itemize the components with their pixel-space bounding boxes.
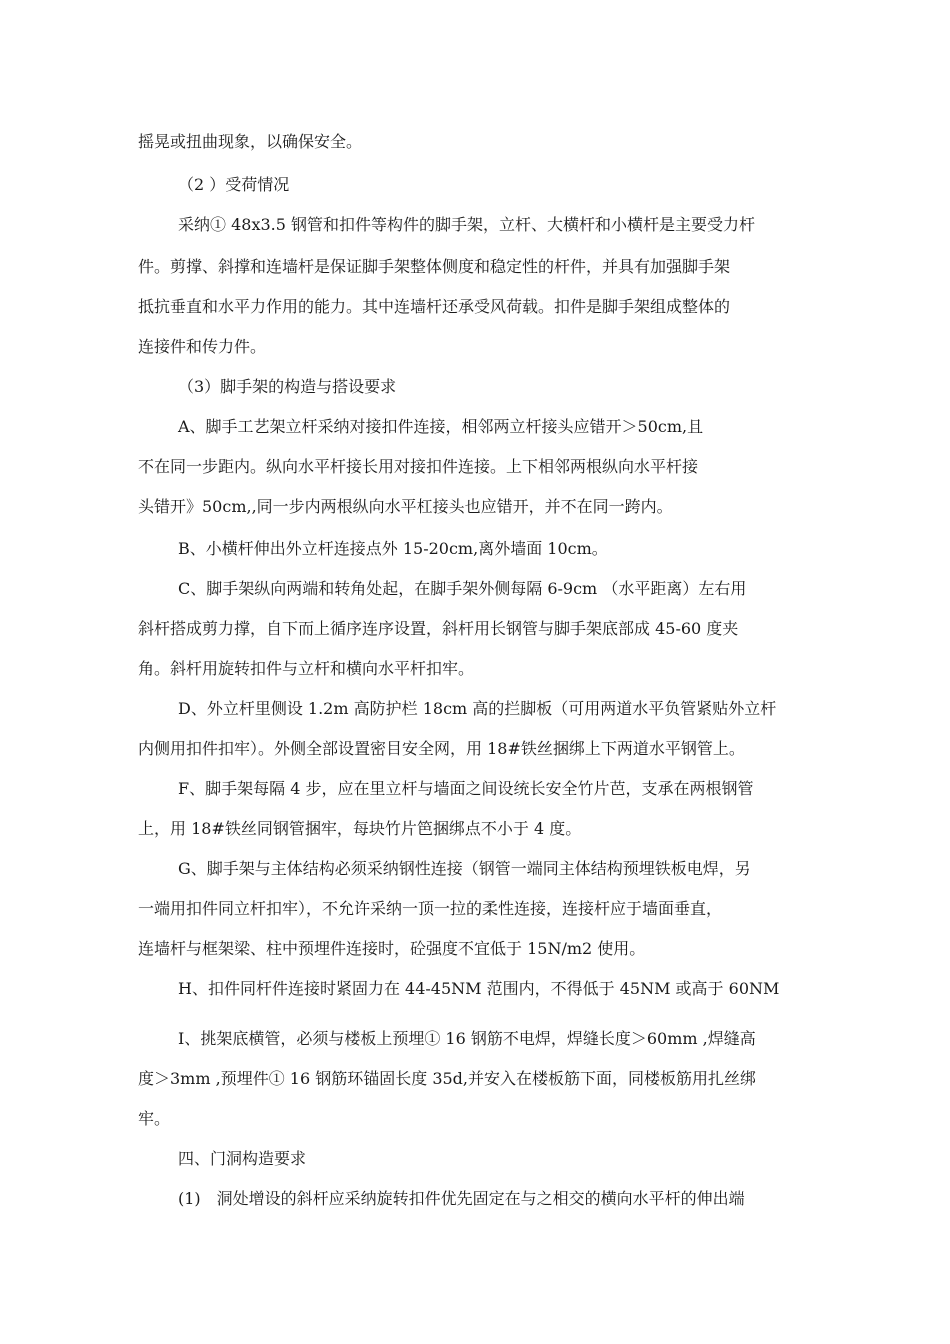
text-line: 内侧用扣件扣牢）。外侧全部设置密目安全网，用 18#铁丝捆绑上下两道水平钢管上。 (138, 739, 745, 758)
text-line: 采纳① 48x3.5 钢管和扣件等构件的脚手架，立杆、大横杆和小横杆是主要受力杆 (178, 215, 756, 234)
text-line: G、脚手架与主体结构必须采纳钢性连接（钢管一端同主体结构预埋铁板电焊，另 (178, 859, 751, 878)
section-heading: 四、门洞构造要求 (178, 1149, 307, 1168)
section-heading: （3）脚手架的构造与搭设要求 (178, 377, 397, 396)
section-heading: （2 ）受荷情况 (178, 175, 290, 194)
text-line: 连接件和传力件。 (138, 337, 267, 356)
text-line: B、小横杆伸出外立杆连接点外 15-20cm,离外墙面 10cm。 (178, 539, 608, 558)
text-line: F、脚手架每隔 4 步，应在里立杆与墙面之间设统长安全竹片芭，支承在两根钢管 (178, 779, 754, 798)
text-line: 上，用 18#铁丝同钢管捆牢，每块竹片笆捆绑点不小于 4 度。 (138, 819, 582, 838)
text-line: 牢。 (138, 1109, 171, 1128)
text-line: I、挑架底横管，必须与楼板上预埋① 16 钢筋不电焊，焊缝长度＞60mm ,焊缝高 (178, 1029, 756, 1048)
text-line: 头错开》50cm,,同一步内两根纵向水平杠接头也应错开，并不在同一跨内。 (138, 497, 673, 516)
text-line: A、脚手工艺架立杆采纳对接扣件连接，相邻两立杆接头应错开＞50cm,且 (178, 417, 704, 436)
text-line: (1) 洞处增设的斜杆应采纳旋转扣件优先固定在与之相交的横向水平杆的伸出端 (178, 1189, 745, 1208)
text-line: 一端用扣件同立杆扣牢），不允许采纳一顶一拉的柔性连接，连接杆应于墙面垂直， (138, 899, 723, 918)
text-line: 角。斜杆用旋转扣件与立杆和横向水平杆扣牢。 (138, 659, 475, 678)
text-line: H、扣件同杆件连接时紧固力在 44-45NM 范围内，不得低于 45NM 或高于 60NM (178, 979, 780, 998)
text-line: 摇晃或扭曲现象，以确保安全。 (138, 132, 363, 151)
text-line: 连墙杆与框架梁、柱中预埋件连接时，砼强度不宜低于 15N/m2 使用。 (138, 939, 646, 958)
text-line: 斜杆搭成剪力撑，自下而上循序连序设置，斜杆用长钢管与脚手架底部成 45-60 度夹 (138, 619, 739, 638)
text-line: 抵抗垂直和水平力作用的能力。其中连墙杆还承受风荷载。扣件是脚手架组成整体的 (138, 297, 731, 316)
text-line: 不在同一步距内。纵向水平杆接长用对接扣件连接。上下相邻两根纵向水平杆接 (138, 457, 699, 476)
text-line: D、外立杆里侧设 1.2m 高防护栏 18cm 高的拦脚板（可用两道水平负管紧贴外立杆 (178, 699, 777, 718)
text-line: C、脚手架纵向两端和转角处起，在脚手架外侧每隔 6-9cm （水平距离）左右用 (178, 579, 747, 598)
text-line: 件。剪撑、斜撑和连墙杆是保证脚手架整体侧度和稳定性的杆件，并具有加强脚手架 (138, 257, 731, 276)
text-line: 度＞3mm ,预埋件① 16 钢筋环锚固长度 35d,并安入在楼板筋下面，同楼板筋用扎丝绑 (138, 1069, 757, 1088)
